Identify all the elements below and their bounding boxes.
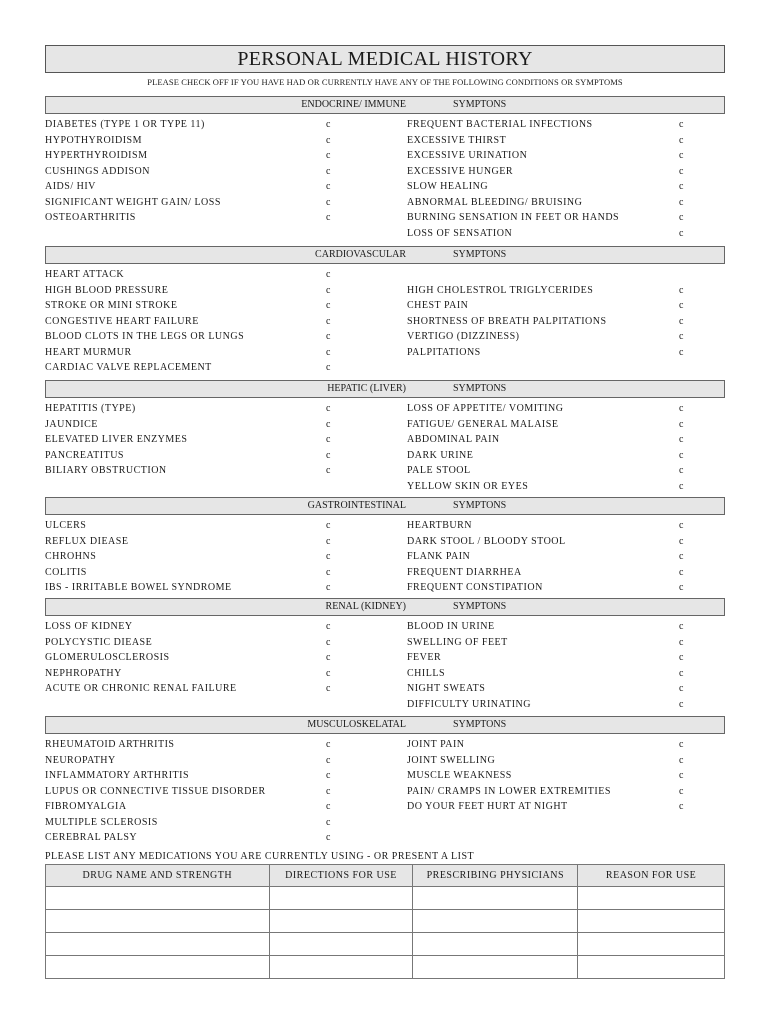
symptom-label: FREQUENT CONSTIPATION — [407, 582, 543, 593]
condition-label: HYPOTHYROIDISM — [45, 134, 143, 146]
checklist-row — [45, 360, 725, 376]
condition-checkbox[interactable]: c — [326, 785, 331, 797]
checklist-row — [45, 314, 725, 330]
symptom-checkbox[interactable]: c — [679, 165, 684, 177]
section — [45, 96, 725, 241]
condition-checkbox[interactable]: c — [326, 418, 331, 430]
condition-label: OSTEOARTHRITIS — [45, 212, 136, 223]
condition-label: CONGESTIVE HEART FAILURE — [45, 315, 199, 327]
symptom-checkbox[interactable]: c — [679, 698, 684, 710]
symptom-label: EXCESSIVE THIRST — [407, 134, 507, 146]
condition-label: SIGNIFICANT WEIGHT GAIN/ LOSS — [45, 196, 221, 208]
symptom-label: DIFFICULTY URINATING — [407, 698, 531, 710]
condition-checkbox[interactable]: c — [326, 465, 331, 476]
symptom-label: DO YOUR FEET HURT AT NIGHT — [407, 801, 568, 812]
condition-checkbox[interactable]: c — [326, 134, 331, 146]
section — [45, 497, 725, 596]
condition-checkbox[interactable]: c — [326, 520, 331, 531]
condition-label: HEPATITIS (TYPE) — [45, 403, 136, 414]
checklist-row — [45, 117, 725, 133]
medication-cell-input[interactable] — [269, 887, 413, 910]
symptom-checkbox[interactable]: c — [679, 520, 684, 531]
checklist-row — [45, 681, 725, 697]
symptom-label: JOINT PAIN — [407, 739, 465, 750]
column-header-directions: DIRECTIONS FOR USE — [269, 865, 413, 887]
section-header — [45, 246, 725, 264]
checklist-row — [45, 226, 725, 242]
condition-label: CUSHINGS ADDISON — [45, 165, 150, 177]
condition-label: PANCREATITUS — [45, 449, 124, 461]
medication-cell-input[interactable] — [578, 956, 725, 979]
condition-label: AIDS/ HIV — [45, 181, 96, 192]
symptom-checkbox[interactable]: c — [679, 134, 684, 146]
condition-label: ULCERS — [45, 520, 87, 531]
form-instructions: PLEASE CHECK OFF IF YOU HAVE HAD OR CURRENTLY HAVE ANY OF THE FOLLOWING CONDITIONS OR SYMPTOMS — [147, 77, 623, 87]
medication-cell-input[interactable] — [46, 887, 270, 910]
symptom-checkbox[interactable]: c — [679, 770, 684, 781]
checklist-row — [45, 432, 725, 448]
column-header-drug-name: DRUG NAME AND STRENGTH — [46, 865, 270, 887]
condition-label: MULTIPLE SCLEROSIS — [45, 816, 158, 828]
condition-checkbox[interactable]: c — [326, 331, 331, 342]
condition-label: HIGH BLOOD PRESSURE — [45, 284, 169, 296]
section-header — [45, 96, 725, 114]
symptom-checkbox[interactable]: c — [679, 331, 684, 342]
checklist-row — [45, 580, 725, 596]
symptom-checkbox[interactable]: c — [679, 227, 684, 239]
checklist-row — [45, 401, 725, 417]
medication-cell-input[interactable] — [413, 887, 578, 910]
condition-label: IBS - IRRITABLE BOWEL SYNDROME — [45, 582, 232, 593]
condition-label: JAUNDICE — [45, 418, 98, 430]
symptom-label: EXCESSIVE HUNGER — [407, 165, 514, 177]
column-header-physicians: PRESCRIBING PHYSICIANS — [413, 865, 578, 887]
symptom-label: CHEST PAIN — [407, 300, 469, 311]
condition-label: ACUTE OR CHRONIC RENAL FAILURE — [45, 683, 237, 694]
symptom-checkbox[interactable]: c — [679, 480, 684, 492]
condition-checkbox[interactable]: c — [326, 362, 331, 373]
checklist-row — [45, 830, 725, 846]
condition-checkbox[interactable]: c — [326, 284, 331, 296]
section — [45, 380, 725, 494]
form-title: PERSONAL MEDICAL HISTORY — [45, 45, 725, 73]
condition-label: STROKE OR MINI STROKE — [45, 300, 178, 311]
checklist-row — [45, 164, 725, 180]
medication-row — [46, 910, 725, 933]
condition-checkbox[interactable]: c — [326, 739, 331, 750]
condition-label: NEPHROPATHY — [45, 667, 122, 679]
symptom-checkbox[interactable]: c — [679, 284, 684, 296]
symptom-checkbox[interactable]: c — [679, 566, 684, 578]
symptom-label: FATIGUE/ GENERAL MALAISE — [407, 418, 559, 430]
checklist-row — [45, 753, 725, 769]
condition-checkbox[interactable]: c — [326, 683, 331, 694]
condition-label: HYPERTHYROIDISM — [45, 150, 148, 161]
symptom-checkbox[interactable]: c — [679, 418, 684, 430]
medication-cell-input[interactable] — [269, 910, 413, 933]
medication-cell-input[interactable] — [413, 910, 578, 933]
section-header — [45, 716, 725, 734]
symptom-checkbox[interactable]: c — [679, 535, 684, 547]
medication-cell-input[interactable] — [46, 933, 270, 956]
symptom-checkbox[interactable]: c — [679, 119, 684, 130]
section-symptoms-title: SYMPTONS — [453, 719, 507, 730]
symptom-checkbox[interactable]: c — [679, 801, 684, 812]
symptom-label: FREQUENT BACTERIAL INFECTIONS — [407, 119, 593, 130]
symptom-label: ABDOMINAL PAIN — [407, 434, 500, 445]
medication-cell-input[interactable] — [46, 956, 270, 979]
condition-checkbox[interactable]: c — [326, 566, 331, 578]
symptom-label: PALE STOOL — [407, 465, 471, 476]
medication-cell-input[interactable] — [578, 887, 725, 910]
checklist-row — [45, 448, 725, 464]
symptom-label: FEVER — [407, 652, 442, 663]
condition-label: BLOOD CLOTS IN THE LEGS OR LUNGS — [45, 331, 245, 342]
condition-checkbox[interactable]: c — [326, 403, 331, 414]
condition-label: POLYCYSTIC DIEASE — [45, 636, 153, 648]
condition-label: CARDIAC VALVE REPLACEMENT — [45, 362, 212, 373]
medication-cell-input[interactable] — [269, 956, 413, 979]
checklist-row — [45, 666, 725, 682]
checklist-row — [45, 768, 725, 784]
section-symptoms-title: SYMPTONS — [453, 500, 507, 511]
checklist-row — [45, 267, 725, 283]
condition-checkbox[interactable]: c — [326, 667, 331, 679]
symptom-checkbox[interactable]: c — [679, 582, 684, 593]
symptom-label: ABNORMAL BLEEDING/ BRUISING — [407, 196, 583, 208]
symptom-checkbox[interactable]: c — [679, 212, 684, 223]
condition-label: CEREBRAL PALSY — [45, 832, 138, 843]
symptom-checkbox[interactable]: c — [679, 181, 684, 192]
condition-checkbox[interactable]: c — [326, 196, 331, 208]
condition-checkbox[interactable]: c — [326, 300, 331, 311]
condition-checkbox[interactable]: c — [326, 449, 331, 461]
medication-cell-input[interactable] — [413, 933, 578, 956]
checklist-row — [45, 619, 725, 635]
symptom-label: MUSCLE WEAKNESS — [407, 770, 512, 781]
section — [45, 598, 725, 712]
checklist-row — [45, 298, 725, 314]
condition-checkbox[interactable]: c — [326, 315, 331, 327]
condition-label: REFLUX DIEASE — [45, 535, 129, 547]
condition-checkbox[interactable]: c — [326, 832, 331, 843]
symptom-label: YELLOW SKIN OR EYES — [407, 480, 529, 492]
checklist-row — [45, 210, 725, 226]
section-symptoms-title: SYMPTONS — [453, 383, 507, 394]
symptom-checkbox[interactable]: c — [679, 434, 684, 445]
checklist-row — [45, 534, 725, 550]
symptom-checkbox[interactable]: c — [679, 403, 684, 414]
section-category-title: RENAL (KIDNEY) — [325, 601, 406, 612]
condition-checkbox[interactable]: c — [326, 434, 331, 445]
medication-cell-input[interactable] — [46, 910, 270, 933]
symptom-label: SHORTNESS OF BREATH PALPITATIONS — [407, 315, 607, 327]
condition-checkbox[interactable]: c — [326, 346, 331, 358]
symptom-checkbox[interactable]: c — [679, 636, 684, 648]
section-symptoms-title: SYMPTONS — [453, 99, 507, 110]
symptom-checkbox[interactable]: c — [679, 652, 684, 663]
condition-checkbox[interactable]: c — [326, 150, 331, 161]
symptom-label: JOINT SWELLING — [407, 754, 496, 766]
section-symptoms-title: SYMPTONS — [453, 601, 507, 612]
checklist-row — [45, 565, 725, 581]
condition-label: CHROHNS — [45, 551, 97, 562]
symptom-checkbox[interactable]: c — [679, 621, 684, 632]
symptom-checkbox[interactable]: c — [679, 449, 684, 461]
condition-label: LUPUS OR CONNECTIVE TISSUE DISORDER — [45, 785, 266, 797]
symptom-label: FREQUENT DIARRHEA — [407, 566, 522, 578]
condition-label: FIBROMYALGIA — [45, 801, 127, 812]
symptom-label: DARK URINE — [407, 449, 474, 461]
symptom-label: LOSS OF APPETITE/ VOMITING — [407, 403, 564, 414]
checklist-row — [45, 697, 725, 713]
symptom-checkbox[interactable]: c — [679, 150, 684, 161]
condition-checkbox[interactable]: c — [326, 652, 331, 663]
section — [45, 716, 725, 846]
checklist-row — [45, 737, 725, 753]
symptom-label: NIGHT SWEATS — [407, 683, 486, 694]
symptom-label: VERTIGO (DIZZINESS) — [407, 331, 520, 342]
condition-label: BILIARY OBSTRUCTION — [45, 465, 167, 476]
symptom-label: CHILLS — [407, 667, 445, 679]
symptom-label: HEARTBURN — [407, 520, 473, 531]
section-category-title: HEPATIC (LIVER) — [327, 383, 406, 394]
symptom-label: EXCESSIVE URINATION — [407, 150, 528, 161]
section-symptoms-title: SYMPTONS — [453, 249, 507, 260]
section — [45, 246, 725, 376]
section-header — [45, 380, 725, 398]
symptom-checkbox[interactable]: c — [679, 346, 684, 358]
condition-checkbox[interactable]: c — [326, 770, 331, 781]
condition-label: COLITIS — [45, 566, 87, 578]
checklist-row — [45, 650, 725, 666]
condition-checkbox[interactable]: c — [326, 621, 331, 632]
condition-checkbox[interactable]: c — [326, 181, 331, 192]
symptom-label: HIGH CHOLESTROL TRIGLYCERIDES — [407, 284, 594, 296]
symptom-label: SWELLING OF FEET — [407, 636, 508, 648]
medication-cell-input[interactable] — [269, 933, 413, 956]
checklist-row — [45, 283, 725, 299]
symptom-label: PAIN/ CRAMPS IN LOWER EXTREMITIES — [407, 785, 611, 797]
checklist-row — [45, 518, 725, 534]
checklist-row — [45, 148, 725, 164]
condition-checkbox[interactable]: c — [326, 212, 331, 223]
condition-label: INFLAMMATORY ARTHRITIS — [45, 770, 190, 781]
checklist-row — [45, 195, 725, 211]
medications-table — [45, 864, 725, 979]
checklist-row — [45, 179, 725, 195]
section-header — [45, 598, 725, 616]
symptom-label: DARK STOOL / BLOODY STOOL — [407, 535, 566, 547]
condition-checkbox[interactable]: c — [326, 535, 331, 547]
symptom-checkbox[interactable]: c — [679, 667, 684, 679]
medication-cell-input[interactable] — [578, 910, 725, 933]
section-category-title: ENDOCRINE/ IMMUNE — [301, 99, 406, 110]
condition-label: LOSS OF KIDNEY — [45, 621, 133, 632]
condition-label: HEART ATTACK — [45, 269, 125, 280]
medication-row — [46, 956, 725, 979]
checklist-row — [45, 784, 725, 800]
symptom-checkbox[interactable]: c — [679, 196, 684, 208]
symptom-checkbox[interactable]: c — [679, 785, 684, 797]
medication-cell-input[interactable] — [578, 933, 725, 956]
condition-checkbox[interactable]: c — [326, 119, 331, 130]
section-category-title: MUSCULOSKELATAL — [307, 719, 406, 730]
condition-label: DIABETES (TYPE 1 OR TYPE 11) — [45, 119, 205, 130]
checklist-row — [45, 635, 725, 651]
symptom-checkbox[interactable]: c — [679, 315, 684, 327]
symptom-label: SLOW HEALING — [407, 181, 489, 192]
section-category-title: GASTROINTESTINAL — [307, 500, 406, 511]
checklist-row — [45, 815, 725, 831]
symptom-checkbox[interactable]: c — [679, 754, 684, 766]
condition-checkbox[interactable]: c — [326, 636, 331, 648]
condition-checkbox[interactable]: c — [326, 754, 331, 766]
condition-checkbox[interactable]: c — [326, 816, 331, 828]
medications-header-row — [46, 865, 725, 887]
medication-row — [46, 887, 725, 910]
condition-checkbox[interactable]: c — [326, 165, 331, 177]
symptom-checkbox[interactable]: c — [679, 739, 684, 750]
condition-label: ELEVATED LIVER ENZYMES — [45, 434, 188, 445]
symptom-label: PALPITATIONS — [407, 346, 481, 358]
medication-cell-input[interactable] — [413, 956, 578, 979]
medications-label: PLEASE LIST ANY MEDICATIONS YOU ARE CURRENTLY USING - OR PRESENT A LIST — [45, 851, 475, 862]
condition-label: NEUROPATHY — [45, 754, 116, 766]
checklist-row — [45, 345, 725, 361]
checklist-row — [45, 463, 725, 479]
condition-checkbox[interactable]: c — [326, 269, 331, 280]
checklist-row — [45, 133, 725, 149]
symptom-label: LOSS OF SENSATION — [407, 227, 513, 239]
symptom-label: BURNING SENSATION IN FEET OR HANDS — [407, 212, 620, 223]
checklist-row — [45, 549, 725, 565]
section-category-title: CARDIOVASCULAR — [315, 249, 406, 260]
checklist-row — [45, 329, 725, 345]
symptom-label: FLANK PAIN — [407, 551, 471, 562]
checklist-row — [45, 799, 725, 815]
condition-checkbox[interactable]: c — [326, 801, 331, 812]
checklist-row — [45, 417, 725, 433]
medication-row — [46, 933, 725, 956]
symptom-checkbox[interactable]: c — [679, 551, 684, 562]
symptom-checkbox[interactable]: c — [679, 683, 684, 694]
symptom-checkbox[interactable]: c — [679, 465, 684, 476]
checklist-row — [45, 479, 725, 495]
symptom-label: BLOOD IN URINE — [407, 621, 495, 632]
condition-checkbox[interactable]: c — [326, 551, 331, 562]
condition-label: RHEUMATOID ARTHRITIS — [45, 739, 175, 750]
symptom-checkbox[interactable]: c — [679, 300, 684, 311]
condition-checkbox[interactable]: c — [326, 582, 331, 593]
column-header-reason: REASON FOR USE — [578, 865, 725, 887]
condition-label: HEART MURMUR — [45, 346, 132, 358]
section-header — [45, 497, 725, 515]
condition-label: GLOMERULOSCLEROSIS — [45, 652, 170, 663]
